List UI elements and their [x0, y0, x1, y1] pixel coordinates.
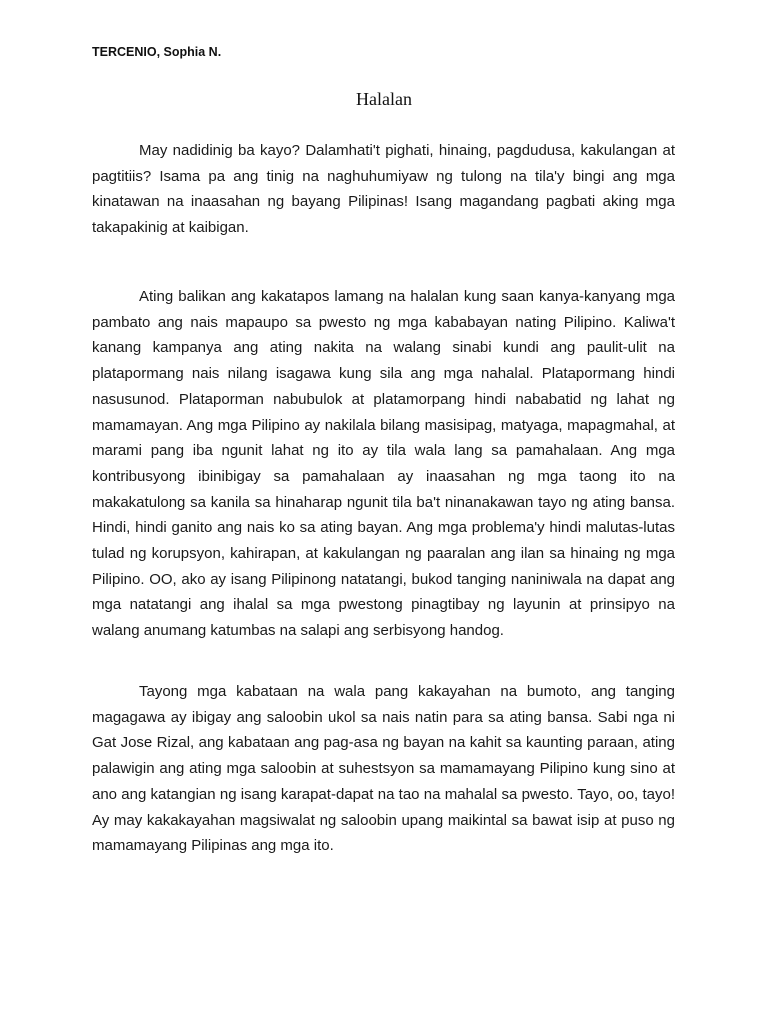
paragraph-3: Tayong mga kabataan na wala pang kakayahan na bumoto, ang tanging magagawa ay ibigay ang saloobin ukol sa nais natin para sa ating bansa. Sabi nga ni Gat Jose Rizal, ang kabataan ang pag-asa ng bayan na kahit sa kaunting paraan, ating palawigin ang ating mga saloobin at suhestsyon sa mamamayang Pilipino kung sino at ano ang katangian ng isang karapat-dapat na tao na mahalal sa pwesto. Tayo, oo, tayo! Ay may kakakayahan magsiwalat ng saloobin upang maikintal sa bawat isip at puso ng mamamayang Pilipinas ang mga ito. [92, 683, 675, 855]
paragraph-2: Ating balikan ang kakatapos lamang na halalan kung saan kanya-kanyang mga pambato ang nais mapaupo sa pwesto ng mga kababayan nating Pilipino. Kaliwa't kanang kampanya ang ating nakita na walang sinabi kundi ang paulit-ulit na platapormang nais nilang isagawa kung sila ang mga nahalal. Platapormang hindi nasusunod. Plataporman nabubulok at platamorpang hindi nababatid ng lahat ng mamamayan. Ang mga Pilipino ay nakilala bilang masisipag, matyaga, mapagmahal, at marami pang iba ngunit lahat ng ito ay tila wala lang sa pamahalaan. Ang mga kontribusyong ibinibigay sa pamahalaan ay inaasahan ng mga taong ito na makakatulong sa kanila sa hinaharap ngunit tila ba't ninanakawan tayo ng ating bansa. Hindi, hindi ganito ang nais ko sa ating bayan. Ang mga problema'y hindi malutas-lutas tulad ng korupsyon, kahirapan, at kakulangan ng paaralan ang ilan sa hinaing ng mga Pilipino. OO, ako ay isang Pilipinong natatangi, bukod tanging naniniwala na dapat ang mga natatangi ang ihalal sa mga pwestong pinagtibay ng layunin at prinsipyo na walang anumang katumbas na salapi ang serbisyong handog. [92, 288, 675, 640]
author-name: TERCENIO, Sophia N. [92, 45, 222, 59]
paragraph-1: May nadidinig ba kayo? Dalamhati't pighati, hinaing, pagdudusa, kakulangan at pagtitiis? Isama pa ang tinig na naghuhumiyaw ng tulong na tila'y bingi ang mga kinatawan na inaasahan ng bayang Pilipinas! Isang magandang pagbati aking mga takapakinig at kaibigan. [92, 142, 675, 237]
document-title: Halalan [356, 89, 412, 109]
